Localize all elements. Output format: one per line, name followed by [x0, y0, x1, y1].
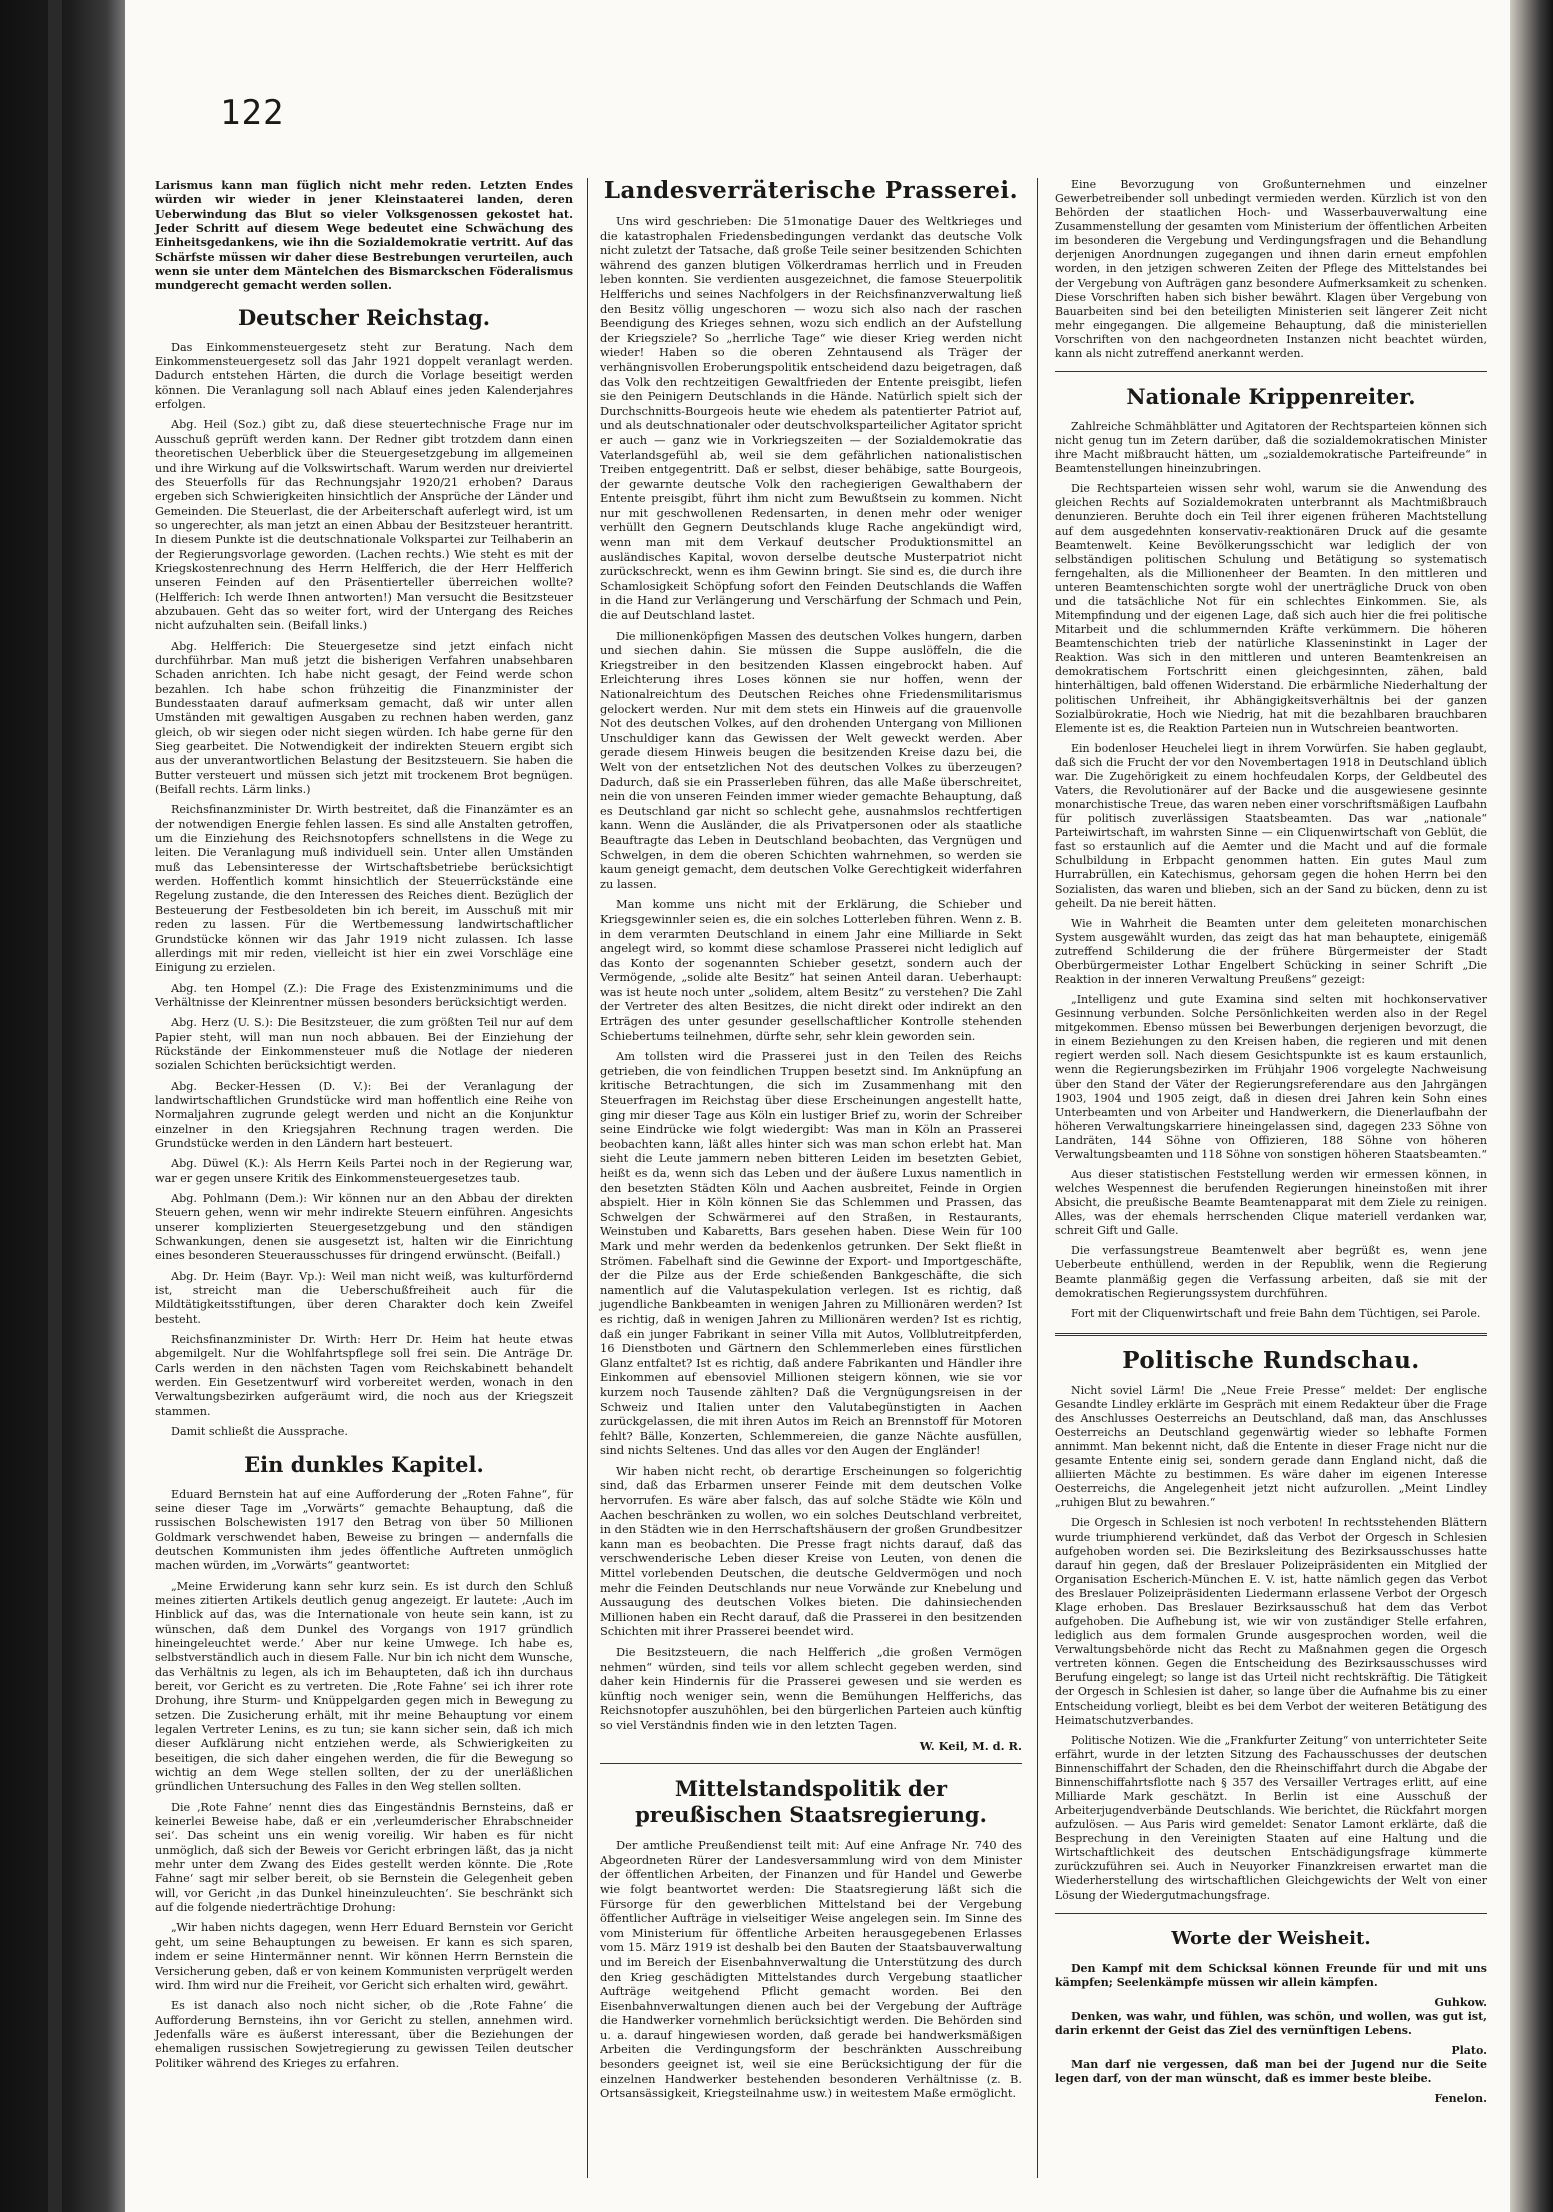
heading-mittelstandspolitik: Mittelstandspolitik der preußischen Staatsregierung. — [635, 1776, 987, 1828]
paragraph: Zahlreiche Schmähblätter und Agitatoren der Rechtsparteien können sich nicht genug tun im Zetern darüber, daß die sozialdemokratischen Minister ihre Macht mißbraucht hätten, um „sozialdemokratische Parteifreunde“ in Beamtenstellungen hineinzubringen. — [1055, 420, 1487, 476]
heading-deutscher-reichstag: Deutscher Reichstag. — [237, 304, 491, 330]
heading-landesverraeterische-prasserei: Landesverräterische Prasserei. — [603, 177, 1019, 204]
paragraph: Abg. Pohlmann (Dem.): Wir können nur an den Abbau der direkten Steuern gehen, wenn wir mehr indirekte Steuern einführen. Angesichts unserer komplizierten Steuergesetzgebung und den ständigen Schwankungen, denen sie ausgesetzt ist, halten wir die Einrichtung eines besonderen Steuerausschusses für dringend erwünscht. (Beifall.) — [155, 1192, 573, 1263]
paragraph: Wir haben nicht recht, ob derartige Erscheinungen so folgerichtig sind, daß das Erbarmen unserer Feinde mit dem deutschen Volke hervorrufen. Es wäre aber falsch, das auf solche Städte wie Köln und Aachen beschränken zu wollen, wo ein solches Deutschland verbreitet, in den Städten wie in den Herrschaftshäusern der großen Grundbesitzer kann man es beobachten. Die Presse fragt nichts darauf, daß das verschwenderische Leben dieser Kreise von Leuten, von denen die Mittel vorlebenden Deutschen, die deutsche Geldvermögen und noch mehr die Feinden Deutschlands nur neue Vorwände zur Knebelung und Aussaugung des deutschen Volkes bieten. Die dahinsiechenden Millionen haben ein Recht darauf, daß die Prasserei in den besitzenden Schichten mit ihrer Prasserei beendet wird. — [600, 1463, 1022, 1639]
paragraph: Reichsfinanzminister Dr. Wirth: Herr Dr. Heim hat heute etwas abgemilgelt. Nur die Wohlfahrtspflege soll frei sein. Die Anträge Dr. Carls werden in den nächsten Tagen vom Reichskabinett behandelt werden. Ein Gesetzentwurf wird vorbereitet werden, wonach in den Verwaltungsbezirken aufgeräumt wird, die noch aus der Kriegszeit stammen. — [155, 1333, 573, 1418]
paragraph: Die verfassungstreue Beamtenwelt aber begrüßt es, wenn jene Ueberbeute enthüllend, werden in der Republik, wenn die Regierung Beamte planmäßig gegen die Verfassung arbeiten, daß sie mit der demokratischen Regierungssystem durchführen. — [1055, 1244, 1487, 1300]
quote: Man darf nie vergessen, daß man bei der Jugend nur die Seite legen darf, von der man wünscht, daß es immer beste bleibe. — [1055, 2058, 1487, 2086]
section-divider — [1055, 1333, 1487, 1336]
quote-author: Fenelon. — [1434, 2092, 1487, 2106]
paragraph: „Wir haben nichts dagegen, wenn Herr Eduard Bernstein vor Gericht geht, um seine Behauptungen zu beweisen. Er kann es sich sparen, indem er seine Hintermänner nennt. Wir können Herrn Bernstein die Versicherung geben, daß er von keinem Kommunisten verprügelt werden wird. Ihm wird nur die Freiheit, vor Gericht sich erhalten wird, gewährt. — [155, 1921, 573, 1992]
section-divider — [600, 1763, 1022, 1764]
heading-politische-rundschau: Politische Rundschau. — [1122, 1346, 1420, 1374]
heading-ein-dunkles-kapitel: Ein dunkles Kapitel. — [244, 1451, 484, 1477]
paragraph: „Meine Erwiderung kann sehr kurz sein. Es ist durch den Schluß meines zitierten Artikels deutlich genug angezeigt. Er lautete: ‚Auch im Hinblick auf das, was die Internationale von heute sein kann, ist zu wünschen, daß dem Dunkel des Vorgangs von 1917 gründlich hineingeleuchtet werde.‘ Aber nur keine Umwege. Ich habe es, selbstverständlich auch in diesem Falle. Nur bin ich nicht dem Wunsche, das Verhältnis zu legen, als ich im Behaupteten, daß ich ihn durchaus bereit, vor Gericht es zu vertreten. Die ‚Rote Fahne‘ sei ich ihrer rote Drohung, ihre Sturm- und Knüppelgarden gegen mich in Bewegung zu setzen. Die Zusicherung erhält, mit ihr meine Behauptung vor einem legalen Vertreter Lenins, es zu tun; sie kann sicher sein, daß ich mich dieser Aufklärung nicht entziehen werde, als Schwierigkeiten zu beseitigen, die sich daher eingehen werden, die für die Bewegung so wichtig an dem Wege stellen sollten, der zu der unerläßlichen gründlichen Untersuchung des Falles in den Weg stellen sollten. — [155, 1579, 573, 1794]
book-binding — [0, 0, 125, 2212]
page-edge-shadow — [1510, 0, 1553, 2212]
quote: Den Kampf mit dem Schicksal können Freunde für und mit uns kämpfen; Seelenkämpfe müssen wir allein kämpfen. — [1055, 1961, 1487, 1989]
section-divider — [1055, 371, 1487, 372]
quote-author: Guhkow. — [1434, 1995, 1487, 2009]
paragraph: Politische Notizen. Wie die „Frankfurter Zeitung“ von unterrichteter Seite erfährt, wurde in der letzten Sitzung des Fachausschusses der deutschen Binnenschiffahrt der Schaden, den die Rheinschiffahrt durch die Abgabe der Binnenschiffahrtsflotte nach § 357 des Versailler Vertrages erlitt, auf eine Milliarde Mark geschätzt. In Berlin ist eine Ausschuß der Arbeiterjugendverbände Deutschlands. Wie berichtet, die Rückfahrt morgen aufzulösen. — Aus Paris wird gemeldet: Senator Lamont erklärte, daß die Besprechung in den Vereinigten Staaten auf eine Haltung und die Wirtschaftlichkeit des deutschen Entschädigungsfrage kümmerte zurückzuführen sei. Auch in Neuyorker Finanzkreisen erwartet man die Wiederherstellung des wirtschaftlichen Gleichgewichts der Welt von einer Lösung der Wiedergutmachungsfrage. — [1055, 1733, 1487, 1902]
paragraph: Abg. ten Hompel (Z.): Die Frage des Existenzminimums und die Verhältnisse der Kleinrentner müssen besonders berücksichtigt werden. — [155, 981, 573, 1009]
paragraph: Die ‚Rote Fahne‘ nennt dies das Eingeständnis Bernsteins, daß er keinerlei Beweise habe, daß er ein ‚verleumderischer Ehrabschneider sei‘. Das scheint uns ein wenig voreilig. Wir haben es für nicht unmöglich, daß sich der Beweis vor Gericht erbringen läßt, das ja nicht mehr unter dem Zwang des Eides gestellt werden könnte. Die ‚Rote Fahne‘ sagt mir selber bereit, ob sie Bernstein die Gelegenheit geben will, vor Gericht ‚in das Dunkel hineinzuleuchten‘. Sie beschränkt sich auf die folgende niederträchtige Drohung: — [155, 1800, 573, 1915]
paragraph: Es ist danach also noch nicht sicher, ob die ‚Rote Fahne‘ die Aufforderung Bernsteins, ihn vor Gericht zu stellen, annehmen wird. Jedenfalls wäre es äußerst interessant, über die Beziehungen der ehemaligen russischen Sowjetregierung zu gewissen Teilen deutscher Politiker während des Krieges zu erfahren. — [155, 1999, 573, 2070]
paragraph: Nicht soviel Lärm! Die „Neue Freie Presse“ meldet: Der englische Gesandte Lindley erklärte im Gespräch mit einem Redakteur über die Frage des Anschlusses Oesterreichs an Deutschland, daß man, das Anschlusses Oesterreichs an Deutschland gegenwärtig wieder so lebhafte Formen annimmt. Man bekennt nicht, daß die Entente in dieser Frage nicht nur die gesamte Entente einig sei, sondern gerade dann England nicht, daß die alliierten Mächte zu bestimmen. Es wäre daher im eigenen Interesse Oesterreichs, die Angelegenheit jetzt nicht aufzurollen. „Meint Lindley „ruhigen Blut zu bewahren.“ — [1055, 1383, 1487, 1510]
paragraph: Abg. Dr. Heim (Bayr. Vp.): Weil man nicht weiß, was kulturfördernd ist, streicht man die Ueberschußfreiheit auch für die Mildtätigkeitsstiftungen, über deren Charakter doch kein Zweifel besteht. — [155, 1269, 573, 1326]
page-number: 122 — [220, 93, 285, 133]
column-1 — [155, 178, 573, 2077]
heading-nationale-krippenreiter: Nationale Krippenreiter. — [1126, 384, 1416, 410]
paragraph: Das Einkommensteuergesetz steht zur Beratung. Nach dem Einkommensteuergesetz soll das Jahr 1921 doppelt veranlagt werden. Dadurch entstehen Härten, die durch die Vorlage beseitigt werden können. Die Veranlagung soll nach Ablauf eines jeden Kalenderjahres erfolgen. — [155, 340, 573, 412]
paragraph: Eduard Bernstein hat auf eine Aufforderung der „Roten Fahne“, für seine dieser Tage im „Vorwärts“ gemachte Behauptung, daß die russischen Bolschewisten 1917 den Betrag von über 50 Millionen Goldmark verschwendet haben, Beweise zu bringen — andernfalls die deutschen Kommunisten ihm jedes öffentliche Auftreten unmöglich machen würden, im „Vorwärts“ geantwortet: — [155, 1487, 573, 1573]
paragraph: Abg. Becker-Hessen (D. V.): Bei der Veranlagung der landwirtschaftlichen Grundstücke wird man hoffentlich eine Reihe von Normaljahren zugrunde gelegt werden und nicht an die Konjunktur einzelner in den Kriegsjahren Rechnung tragen werden. Die Grundstücke werden in den Ländern hart besteuert. — [155, 1079, 573, 1150]
paragraph: Der amtliche Preußendienst teilt mit: Auf eine Anfrage Nr. 740 des Abgeordneten Rürer der Landesversammlung wird von dem Minister der öffentlichen Arbeiten, der Finanzen und für Handel und Gewerbe wie folgt beantwortet werden: Die Staatsregierung läßt sich die Fürsorge für den gewerblichen Mittelstand bei der Vergebung öffentlicher Aufträge in vielseitiger Weise angelegen sein. Im Sinne des vom Ministerium für öffentliche Arbeiten herausgegebenen Erlasses vom 15. März 1919 ist deshalb bei den Bauten der Staatsbauverwaltung und im Bereich der Eisenbahnverwaltung die Unterstützung des durch den Krieg geschädigten Mittelstandes durch Vergebung staatlicher Aufträge weitgehend Pflicht gemacht worden. Bei den Eisenbahnverwaltungen dienen auch bei der Vergebung der Aufträge die Handwerker vornehmlich berücksichtigt werden. Die Behörden sind u. a. darauf hingewiesen worden, daß gerade bei handwerksmäßigen Arbeiten die Verdingungsform der beschränkten Ausschreibung besonders geeignet ist, weil sie eine Berücksichtigung der für die einzelnen Handwerker bestehenden besonderen Verhältnisse (z. B. Ortsansässigkeit, Kriegsteilnahme usw.) in weitestem Maße ermöglicht. — [600, 1838, 1022, 2101]
paragraph: Wie in Wahrheit die Beamten unter dem geleiteten monarchischen System ausgewählt wurden, das zeigt das hat man behauptete, einigemäß zutreffend Schilderung die der frühere Bürgermeister der Stadt Oberbürgermeister Lothar Engelbert Schücking in seiner Schrift „Die Reaktion in der inneren Verwaltung Preußens“ gezeigt: — [1055, 916, 1487, 986]
paragraph: Am tollsten wird die Prasserei just in den Teilen des Reichs getrieben, die von feindlichen Truppen besetzt sind. Im Anknüpfung an kritische Betrachtungen, die sich im Zusammenhang mit den Steuerfragen im Reichstag über diese Erscheinungen angestellt hatte, ging mir dieser Tage aus Köln ein lustiger Brief zu, worin der Schreiber seine Eindrücke wie folgt wiedergibt: Was man in Köln an Prasserei beobachten kann, läßt alles hinter sich was man schon erlebt hat. Man sieht die Leute jammern neben bitteren Leiden im besetzten Gebiet, heißt es da, wenn sich das Leben und der äußere Luxus namentlich in den besetzten Städten Köln und Aachen ausbreitet, Feinde in Orgien abspielt. Hier in Köln können Sie das Schlemmen und Prassen, das Schwelgen der Schwärmerei auf den Straßen, in Restaurants, Weinstuben und Kabaretts, Bars gesehen haben. Diese Wein für 100 Mark und mehr werden da bedenkenlos getrunken. Der Sekt fließt in Strömen. Fabelhaft sind die Gewinne der Export- und Importgeschäfte, der die Pilze aus der Erde schießenden Bankgeschäfte, die sich namentlich auf die Valutaspekulation verlegen. Ist es richtig, daß jugendliche Bankbeamten in wenigen Jahren zu Millionären werden? Ist es richtig, daß in wenigen Jahren zu Millionären werden? Ist es richtig, daß ein junger Fabrikant in seiner Villa mit Autos, Vollblutreitpferden, 16 Dienstboten und Gärtnern den Schlemmerleben eines fürstlichen Glanz entfaltet? Ist es richtig, daß andere Fabrikanten und Händler ihre Einkommen auf ebensoviel Millionen steigern können, wie sie vor kurzem noch Tausende zählten? Daß die Vergnügungsreisen in der Schweiz und Italien unter den Valutabegünstigten in Aachen zurückgelassen, die mit ihren Autos im Reich an Brennstoff für Motoren fehlt? Bälle, Konzerten, Schlemmereien, die ganze Nächte ausfüllen, sind nichts Seltenes. Und das alles vor den Augen der Engländer! — [600, 1049, 1022, 1458]
paragraph: Aus dieser statistischen Feststellung werden wir ermessen können, in welches Wespennest die berufenden Regierungen hineinstoßen mit ihrer Absicht, die preußische Beamte Beamtenapparat mit dem Ziele zu reinigen. Alles, was der ehemals herrschenden Clique materiell verdanken war, schreit Gift und Galle. — [1055, 1168, 1487, 1238]
paragraph: Die millionenköpfigen Massen des deutschen Volkes hungern, darben und siechen dahin. Sie müssen die Suppe auslöffeln, die die Kriegstreiber in den besitzenden Klassen eingebrockt haben. Auf Erleichterung ihres Loses können sie nur hoffen, wenn der Nationalreichtum des Deutschen Reiches ohne Friedensmilitarismus gelockert werden. Nur mit dem stets ein Hinweis auf die grauenvolle Not des deutschen Volkes, auf den drohenden Untergang von Millionen Unschuldiger kann das Gewissen der Welt geweckt werden. Aber gerade diesem Hinweis beugen die besitzenden Kreise dazu bei, die Welt von der entsetzlichen Not des deutschen Volkes zu überzeugen? Dadurch, daß sie ein Prasserleben führen, das alle Maße überschreitet, nein die von unseren Feinden immer wieder gemachte Behauptung, daß es Deutschland gar nicht so schlecht gehe, ausnahmslos rechtfertigen kann. Wenn die Ausländer, die als Privatpersonen oder als staatliche Beauftragte das Leben in Deutschland beobachten, das Vergnügen und Schwelgen, in dem die oberen Schichten wahrnehmen, so werden sie kaum geneigt gemacht, dem deutschen Volke Gerechtigkeit widerfahren zu lassen. — [600, 628, 1022, 891]
paragraph: Man komme uns nicht mit der Erklärung, die Schieber und Kriegsgewinnler seien es, die ein solches Lotterleben führen. Wenn z. B. in dem verarmten Deutschland in einem Jahr eine Milliarde in Sekt angelegt wird, so kommt diese schamlose Prasserei nicht lediglich auf das Konto der sogenannten Schieber gesetzt, sondern auch der Vermögende, „solide alte Besitz“ hat seinen Anteil daran. Ueberhaupt: was ist heute noch unter „solidem, altem Besitz“ zu verstehen? Die Zahl der Vertreter des alten Besitzes, die nicht direkt oder indirekt an den Erträgen des unter gesunder gesellschaftlicher Kontrolle stehenden Schiebertums teilnehmen, dürfte sehr, sehr klein geworden sein. — [600, 897, 1022, 1043]
paragraph: Eine Bevorzugung von Großunternehmen und einzelner Gewerbetreibender soll unbedingt vermieden werden. Kürzlich ist von den Behörden der staatlichen Hoch- und Wasserbauverwaltung eine Zusammenstellung der gesamten vom Ministerium der öffentlichen Arbeiten im besonderen die Vergebung und Verdingungsfragen und die Behandlung derjenigen Anordnungen zugegangen und ihnen darin erneut empfohlen worden, in den jetzigen schweren Zeiten der Pflege des Mittelstandes bei der Vergebung von Aufträgen ganz besondere Aufmerksamkeit zu schenken. Diese Vorschriften haben sich bisher bewährt. Klagen über Vergebung von Bauarbeiten sind bei den beteiligten Ministerien seit längerer Zeit nicht mehr eingegangen. Die allgemeine Behauptung, daß die ministeriellen Vorschriften von den nachgeordneten Instanzen nicht beachtet würden, kann als nicht zutreffend anerkannt werden. — [1055, 178, 1487, 360]
paragraph: Abg. Düwel (K.): Als Herrn Keils Partei noch in der Regierung war, war er gegen unsere Kritik des Einkommensteuergesetzes taub. — [155, 1157, 573, 1185]
quote: Denken, was wahr, und fühlen, was schön, und wollen, was gut ist, darin erkennt der Geist das Ziel des vernünftigen Lebens. — [1055, 2009, 1487, 2037]
column-2 — [600, 178, 1022, 2107]
column-rule-2 — [1037, 178, 1038, 2178]
heading-worte-der-weisheit: Worte der Weisheit. — [1171, 1927, 1371, 1949]
binding-stripe — [48, 0, 62, 2212]
paragraph: Uns wird geschrieben: Die 51monatige Dauer des Weltkrieges und die katastrophalen Friedensbedingungen verdankt das deutsche Volk nicht zuletzt der Tatsache, daß große Teile seiner besitzenden Schichten während des ganzen blutigen Völkerdramas herrlich und in Freuden leben konnten. Sie verdienten ausgezeichnet, die famose Steuerpolitik Helfferichs und seines Nachfolgers in der Reichsfinanzverwaltung ließ den Besitz völlig ungeschoren — wozu sich also nach der raschen Beendigung des Krieges sehnen, wozu sich endlich an der Aufstellung der Kriegsziele? So „herrliche Tage“ wie dieser Krieg werden nicht wieder! Haben so die oberen Zehntausend als Träger der verhängnisvollen Eroberungspolitik entscheidend dazu beigetragen, daß das Volk den rechtzeitigen Gewaltfrieden der Entente preisgibt, liefen sie den Peinigern Deutschlands in die Hände. Natürlich spielt sich der Durchschnitts-Bourgeois heute wie ehedem als patentierter Patriot auf, und als deutschnationaler oder deutschvolksparteilicher Agitator spricht er auch — ganz wie in Vorkriegszeiten — der Sozialdemokratie das Vaterlandsgefühl ab, weil sie dem gefährlichen nationalistischen Treiben entgegentritt. Daß er selbst, dieser behäbige, satte Bourgeois, der gewarnte deutsche Volk den rachegierigen Gewalthabern der Entente preisgibt, führt ihm nicht zum Bewußtsein zu kommen. Nicht nur mit geschwollenen Redensarten, in denen mehr oder weniger verhüllt den Gegnern Deutschlands kluge Rache angekündigt wird, wenn man mit dem Verkauf deutscher Produktionsmittel an ausländisches Kapital, wovon derselbe deutsche Musterpatriot nicht zurückschreckt, wenn es ihm Gewinn bringt. Sie sind es, die durch ihre Schamlosigkeit Schöpfung sofort den Feinden Deutschlands die Waffen in die Hand zur Verlängerung und Verschärfung der Schmach und Pein, die auf Deutschland lastet. — [600, 214, 1022, 623]
column-3 — [1055, 178, 1487, 2106]
paragraph: Abg. Herz (U. S.): Die Besitzsteuer, die zum größten Teil nur auf dem Papier steht, will man nun noch abbauen. Bei der Einziehung der Rückstände der Einkommensteuer muß die Notlage der niederen sozialen Schichten berücksichtigt werden. — [155, 1016, 573, 1073]
paragraph: Abg. Helfferich: Die Steuergesetze sind jetzt einfach nicht durchführbar. Man muß jetzt die bisherigen Verfahren unabsehbaren Schaden anrichten. Ich habe nicht gesagt, der Feind werde schon bezahlen. Ich habe schon frühzeitig die Finanzminister der Bundesstaaten darauf aufmerksam gemacht, daß wir unter allen Umständen mit gewaltigen Ausgaben zu rechnen haben werden, ganz gleich, ob wir siegen oder nicht siegen würden. Ich habe gerne für den Sieg gearbeitet. Die Notwendigkeit der indirekten Steuern ergibt sich aus der unverantwortlichen Belastung der Besitzsteuern. Sie haben die Butter versteuert und müssen sich jetzt mit trockenem Brot begnügen. (Beifall rechts. Lärm links.) — [155, 639, 573, 797]
newspaper-page — [125, 48, 1510, 2188]
paragraph: Die Besitzsteuern, die nach Helfferich „die großen Vermögen nehmen“ würden, sind teils vor allem schlecht gegeben werden, sind daher kein Hindernis für die Prasserei gewesen und sie werden es künftig noch weniger sein, wenn die Bemühungen Helfferichs, das Reichsnotopfer auszuhöhlen, bei den bürgerlichen Parteien auch künftig so viel Verständnis finden wie in den letzten Tagen. — [600, 1645, 1022, 1732]
paragraph: Abg. Heil (Soz.) gibt zu, daß diese steuertechnische Frage nur im Ausschuß geprüft werden kann. Der Redner gibt trotzdem dann einen theoretischen Ueberblick über die Steuergesetzgebung im allgemeinen und ihre Wirkung auf die Volkswirtschaft. Warum werden nur dreiviertel des Steuerfolls für das Rechnungsjahr 1920/21 erhoben? Daraus ergeben sich Schwierigkeiten hinsichtlich der Ansprüche der Länder und Gemeinden. Die Steuerlast, die der Arbeiterschaft auferlegt wird, ist um so ungerechter, als man jetzt an einen Abbau der Besitzsteuer herantritt. In diesem Punkte ist die deutschnationale Volkspartei zur Teilhaberin an der Regierungsvorlage geworden. (Lachen rechts.) Wie steht es mit der Kriegskostenrechnung des Herrn Helfferich, die der Herr Helfferich unseren Feinden auf den Präsentierteller überreichen wollte? (Helfferich: Ich werde Ihnen antworten!) Man versucht die Besitzsteuer abzubauen. Geht das so weiter fort, wird der Untergang des Reiches nicht aufzuhalten sein. (Beifall links.) — [155, 418, 573, 633]
paragraph: Die Orgesch in Schlesien ist noch verboten! In rechtsstehenden Blättern wurde triumphierend verkündet, daß das Verbot der Orgesch in Schlesien aufgehoben worden sei. Die Bezirksleitung des Bezirksausschusses hatte darauf hin gegen, daß der Breslauer Polizeipräsidenten ein Mitglied der Organisation Escherich-München E. V. ist, hatte nämlich gegen das Verbot des Breslauer Polizeipräsidenten Liedermann erlassene Verbot der Orgesch Klage erhoben. Das Breslauer Bezirksausschuß hat dem das Verbot aufgehoben. Die Aufhebung ist, wie wir von zuständiger Stelle erfahren, lediglich aus dem formalen Grunde ausgesprochen worden, weil die Verwaltungsbehörde nicht das Recht zu Maßnahmen gegen die Orgesch vertreten können. Gegen die Entscheidung des Bezirksausschusses wird Berufung eingelegt; so lange ist das Urteil nicht rechtskräftig. Die Tätigkeit der Orgesch in Schlesien ist daher, so lange über die Aufnahme bis zu einer Entscheidung vorliegt, bleibt es bei dem Verbot der weiteren Betätigung des Heimatschutzverbandes. — [1055, 1516, 1487, 1727]
paragraph: Reichsfinanzminister Dr. Wirth bestreitet, daß die Finanzämter es an der notwendigen Energie fehlen lassen. Es sind alle Anstalten getroffen, um die Einziehung des Reichsnotopfers schnellstens in die Wege zu leiten. Die Veranlagung muß individuell sein. Unter allen Umständen muß das Lebensinteresse der Wirtschaftsbetriebe berücksichtigt werden. Hoffentlich kommt hinsichtlich der Steuerrückstände eine Regelung zustande, die den Interessen des Reiches dient. Bezüglich der Besteuerung der Festbesoldeten bin ich bereit, im Ausschuß mit mir reden zu lassen. Für die Wertbemessung landwirtschaftlicher Grundstücke können wir das Jahr 1919 nicht zulassen. Ich lasse allerdings mit mir reden, vielleicht ist hier ein zwei Vorschläge eine Einigung zu erzielen. — [155, 803, 573, 975]
column-rule-1 — [587, 178, 588, 2178]
author-signature: W. Keil, M. d. R. — [919, 1738, 1022, 1753]
paragraph: Fort mit der Cliquenwirtschaft und freie Bahn dem Tüchtigen, sei Parole. — [1071, 1306, 1481, 1320]
quote-author: Plato. — [1451, 2043, 1487, 2057]
paragraph: Damit schließt die Aussprache. — [171, 1425, 348, 1439]
intro-paragraph: Larismus kann man füglich nicht mehr reden. Letzten Endes würden wir wieder in jener Kleinstaaterei landen, deren Ueberwindung das Blut so vieler Volksgenossen gekostet hat. Jeder Schritt auf diesem Wege bedeutet eine Schwächung des Einheitsgedankens, wie ihn die Sozialdemokratie vertritt. Auf das Schärfste müssen wir daher diese Bestrebungen verurteilen, auch wenn sie unter dem Mäntelchen des Bismarckschen Föderalismus mundgerecht gemacht werden sollen. — [155, 178, 573, 293]
paragraph: Die Rechtsparteien wissen sehr wohl, warum sie die Anwendung des gleichen Rechts auf Sozialdemokraten unterbrannt als Machtmißbrauch denunzieren. Beruhte doch ein Teil ihrer eigenen früheren Machtstellung auf dem ausgedehnten konservativ-reaktionären Druck auf die gesamte Beamtenwelt. Keine Bevölkerungsschicht war lediglich der von selbständigen politischen Schulung und Betätigung so systematisch ferngehalten, als die Millionenheer der Beamten. In den mittleren und unteren Beamtenschichten sorgte wohl der unerträgliche Druck von oben und die tatsächliche Not für ein schlechtes Einkommen. Sie, als Mitempfindung und der eigenen Lage, daß sich auch hier die frei politische Mitarbeit und die schlummernden Kräfte verkümmern. Die höheren Beamtenschichten trieb der natürliche Klasseninstinkt in Lager der Reaktion. Was sich in den mittleren und unteren Beamtenkreisen an demokratischem Fortschritt einen gleichgesinnten, zähen, bald hinterhältigen, bald offenen Widerstand. Die erbärmliche Niederhaltung der politischen Unfreiheit, ihr Abhängigkeitsverhältnis bei der ganzen Sozialbürokratie, Hoch wie Niedrig, hat mit die bezahlbaren brauchbaren Elemente ist es, die Reaktion Parteien nun in Wutschreien beantworten. — [1055, 482, 1487, 735]
paragraph: Ein bodenloser Heuchelei liegt in ihrem Vorwürfen. Sie haben geglaubt, daß sich die Frucht der vor den Novembertagen 1918 in Deutschland üblich war. Die Zugehörigkeit zu einem hochfeudalen Korps, der Geldbeutel des Vaters, die Revolutionärer auf der Backe und die ausgewiesene gesinnte monarchistische Treue, das waren neben einer vorschriftsmäßigen Laufbahn für politisch zuverlässigen Staatsbeamten. Das war „nationale“ Parteiwirtschaft, im wahrsten Sinne — ein Cliquenwirtschaft von Geblüt, die fast so erstaunlich auf die Aemter und die Macht und auf die formale Schulbildung in Erbpacht genommen hatten. Ein gutes Maul zum Hurrabrüllen, ein Katechismus, gehorsam gegen die hohen Herrn bei den Sozialisten, das waren und blieben, sich an der Sand zu bücken, denn zu ist geheilt. Da nie bereit hätten. — [1055, 741, 1487, 910]
section-divider — [1055, 1913, 1487, 1914]
quote-paragraph: „Intelligenz und gute Examina sind selten mit hochkonservativer Gesinnung verbunden. Solche Persönlichkeiten werden also in der Regel mitgekommen. Ebenso müssen bei Bewerbungen derjenigen bevorzugt, die in einem Beziehungen zu den Kreisen haben, die regieren und mit denen regiert werden soll. Nach diesem Gesichtspunkte ist es kaum erstaunlich, wenn die Regierungsbezirken im Frühjahr 1906 vorgelegte Nachweisung über den Stand der Väter der Regierungsreferendare aus den Jahrgängen 1903, 1904 und 1905 zeigt, daß in diesen drei Jahren kein Sohn eines Unterbeamten und von Arbeiter und Handwerkern, die Dienerlaufbahn der höheren Verwaltungskarriere hineingelassen sind, dagegen 233 Söhne von Landräten, 144 Söhne von Offizieren, 188 Söhne von höheren Verwaltungsbeamten und 118 Söhne von sonstigen höheren Staatsbeamten.“ — [1055, 993, 1488, 1161]
